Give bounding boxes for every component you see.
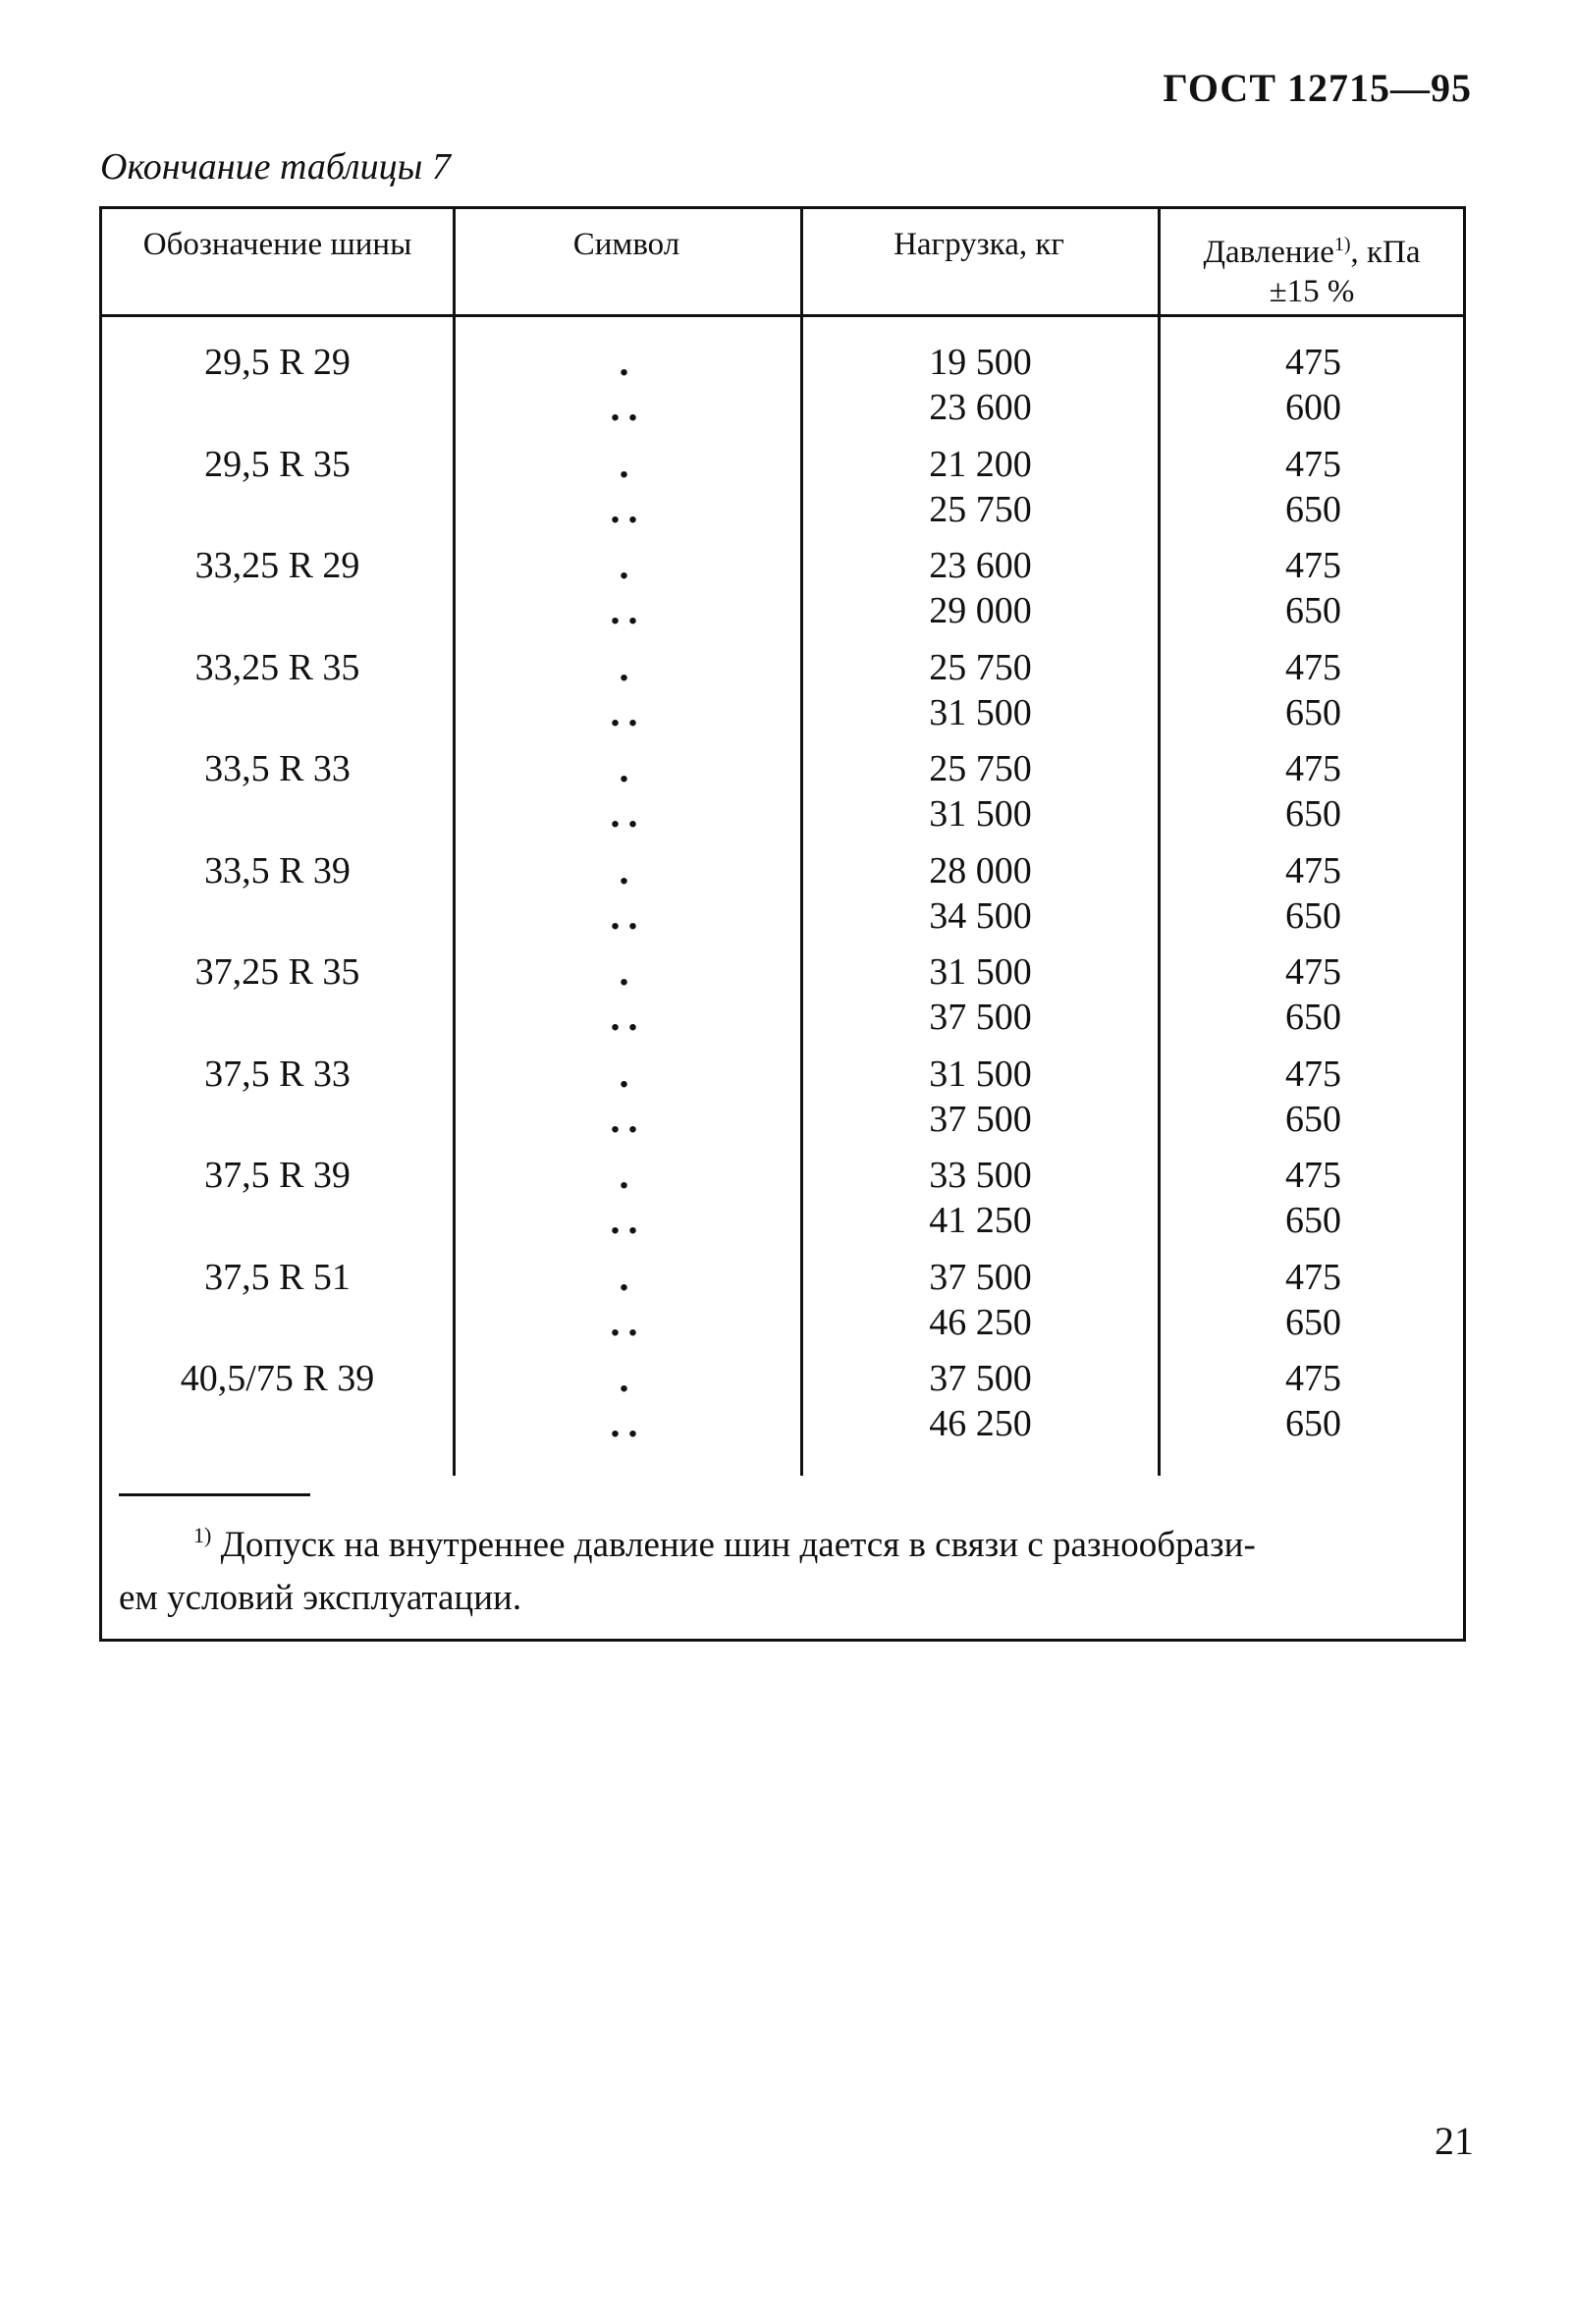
symbol-double: .. [610,588,646,632]
pressure-cell [1161,848,1466,939]
load-cell [803,1052,1158,1142]
symbol-double: .. [610,892,646,938]
symbol-double: .. [610,995,646,1039]
table-row [102,1153,1463,1254]
symbol-double: .. [610,486,646,531]
load-value: 23 600 [929,545,1032,586]
symbol-double: .. [610,385,646,429]
pressure-value: 650 [1285,1301,1341,1343]
pressure-value: 475 [1285,1053,1341,1095]
footnote-rule [119,1493,310,1496]
load-cell [803,1255,1158,1345]
symbol-double: .. [610,791,646,836]
symbol-single: . [619,441,637,486]
symbol-single: . [619,1153,637,1197]
pressure-value: 650 [1285,1200,1341,1241]
load-value: 33 500 [929,1155,1032,1196]
load-value: 31 500 [929,793,1032,835]
pressure-value: 475 [1285,951,1341,993]
symbol-single: . [619,543,637,587]
symbol-single: . [619,949,637,994]
tire-designation: 33,25 R 35 [194,646,360,688]
header-pressure-label: Давление [1203,235,1334,270]
tire-designation-cell [102,746,453,791]
pressure-value: 475 [1285,646,1341,688]
load-cell [803,949,1158,1040]
table-row [102,746,1463,847]
page-number: 21 [1435,2119,1474,2163]
load-value: 37 500 [929,1256,1032,1298]
tire-designation: 40,5/75 R 39 [180,1358,375,1399]
load-cell [803,340,1158,430]
tire-designation-cell [102,340,453,385]
load-value: 25 750 [929,646,1032,688]
tire-designation: 37,25 R 35 [194,951,360,993]
symbol-double: .. [610,1198,646,1242]
tire-designation: 37,5 R 39 [204,1155,351,1196]
load-cell [803,442,1158,532]
pressure-value: 475 [1285,849,1341,892]
pressure-value: 475 [1285,1358,1341,1399]
header-tire-label: Обозначение шины [142,227,412,262]
pressure-value: 650 [1285,1403,1341,1444]
load-value: 28 000 [929,849,1032,892]
symbol-cell [456,442,800,532]
load-cell [803,1153,1158,1243]
table-row [102,1255,1463,1356]
table-row [102,340,1463,441]
pressure-value: 475 [1285,342,1341,383]
tire-designation-cell [102,442,453,487]
load-value: 31 500 [929,691,1032,733]
load-cell [803,543,1158,633]
header-symbol-label: Символ [572,227,680,262]
footnote-line-1 [119,1509,1434,1572]
tire-designation-cell [102,1153,453,1198]
pressure-cell [1161,1153,1466,1243]
header-pressure [1158,209,1466,314]
load-value: 25 750 [929,488,1032,530]
load-cell [803,645,1158,735]
symbol-single: . [619,847,637,892]
pressure-value: 650 [1285,488,1341,530]
load-value: 23 600 [929,387,1032,428]
symbol-single: . [619,644,637,689]
pressure-value: 650 [1285,1098,1341,1140]
tire-designation: 33,25 R 29 [194,545,360,586]
load-value: 46 250 [929,1403,1032,1444]
tire-designation: 37,5 R 51 [204,1256,351,1298]
symbol-cell [456,1153,800,1243]
pressure-value: 475 [1285,748,1341,789]
load-value: 19 500 [929,342,1032,383]
header-symbol [453,209,800,314]
header-divider [102,314,1463,317]
pressure-value: 650 [1285,793,1341,835]
load-value: 37 500 [929,1098,1032,1140]
tire-designation-cell [102,543,453,588]
table-row [102,848,1463,949]
symbol-single: . [619,340,637,384]
symbol-cell [456,1356,800,1446]
load-value: 21 200 [929,443,1032,485]
header-load-label: Нагрузка, кг [894,227,1064,262]
load-value: 41 250 [929,1200,1032,1241]
load-cell [803,848,1158,939]
pressure-value: 650 [1285,894,1341,937]
symbol-cell [456,949,800,1040]
pressure-cell [1161,949,1466,1040]
table-row [102,949,1463,1051]
tire-designation-cell [102,848,453,893]
load-value: 25 750 [929,748,1032,789]
header-pressure-footnote-ref: 1) [1333,234,1351,255]
table-caption: Окончание таблицы 7 [100,146,451,188]
document-code: ГОСТ 12715—95 [1163,66,1472,110]
load-value: 37 500 [929,997,1032,1038]
pressure-cell [1161,746,1466,837]
pressure-value: 650 [1285,590,1341,631]
header-load [800,209,1158,314]
footnote [119,1509,1434,1625]
tire-designation-cell [102,645,453,690]
table-row [102,645,1463,746]
tire-designation: 29,5 R 35 [204,443,351,485]
tire-designation-cell [102,1052,453,1097]
tire-designation: 37,5 R 33 [204,1053,351,1095]
tire-designation: 29,5 R 29 [204,342,351,383]
symbol-single: . [619,1051,637,1096]
symbol-single: . [619,746,637,790]
tire-designation-cell [102,1255,453,1300]
symbol-cell [456,1052,800,1142]
pressure-value: 650 [1285,691,1341,733]
table-row [102,442,1463,543]
tire-designation: 33,5 R 33 [204,748,351,789]
pressure-value: 650 [1285,997,1341,1038]
load-value: 29 000 [929,590,1032,631]
pressure-value: 475 [1285,1256,1341,1298]
pressure-cell [1161,543,1466,633]
symbol-cell [456,1255,800,1345]
table-row [102,1356,1463,1457]
pressure-value: 475 [1285,443,1341,485]
pressure-cell [1161,1356,1466,1446]
pressure-value: 475 [1285,1155,1341,1196]
table-frame [99,206,1466,1642]
symbol-double: .. [610,689,646,734]
tire-designation-cell [102,949,453,995]
footnote-text-1: Допуск на внутреннее давление шин дается в связи с разнообрази- [211,1525,1256,1565]
symbol-cell [456,645,800,735]
load-value: 37 500 [929,1358,1032,1399]
load-value: 31 500 [929,951,1032,993]
symbol-cell [456,746,800,837]
symbol-single: . [619,1254,637,1299]
footnote-line-2: ем условий эксплуатации. [119,1578,522,1618]
load-value: 34 500 [929,894,1032,937]
load-cell [803,746,1158,837]
tire-designation-cell [102,1356,453,1401]
pressure-cell [1161,1052,1466,1142]
header-tire-designation [102,209,453,314]
load-value: 31 500 [929,1053,1032,1095]
footnote-marker: 1) [193,1523,212,1547]
symbol-double: .. [610,1096,646,1141]
header-pressure-tolerance: ±15 % [1269,274,1355,309]
symbol-cell [456,340,800,430]
load-cell [803,1356,1158,1446]
pressure-cell [1161,340,1466,430]
tire-designation: 33,5 R 39 [204,849,351,892]
symbol-single: . [619,1356,637,1400]
header-pressure-unit: , кПа [1350,235,1421,270]
load-value: 46 250 [929,1301,1032,1343]
symbol-double: .. [610,1299,646,1344]
table-row [102,543,1463,644]
table-row [102,1052,1463,1153]
symbol-cell [456,543,800,633]
pressure-cell [1161,1255,1466,1345]
pressure-cell [1161,442,1466,532]
symbol-double: .. [610,1401,646,1445]
pressure-value: 600 [1285,387,1341,428]
pressure-cell [1161,645,1466,735]
symbol-cell [456,848,800,939]
pressure-value: 475 [1285,545,1341,586]
